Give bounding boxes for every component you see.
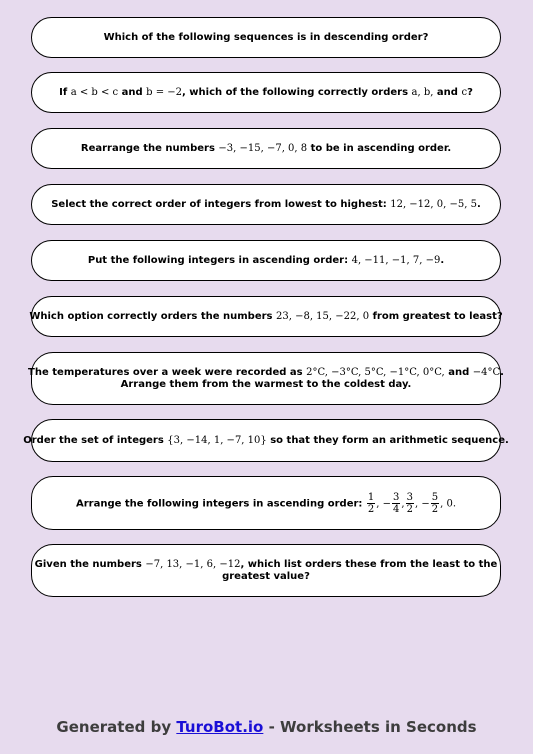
fraction-denominator: 2	[367, 503, 375, 515]
question-text	[29, 311, 502, 323]
math-expression: c	[461, 86, 468, 98]
question-prompt: ?	[467, 86, 473, 98]
question-prompt: .	[440, 254, 445, 266]
question-card-7	[28, 352, 504, 405]
fraction-denominator: 2	[406, 503, 413, 515]
question-prompt: The temperatures over a week were recorded as	[28, 366, 307, 378]
question-card-8	[23, 419, 509, 462]
question-text	[51, 199, 481, 211]
math-separator: , −	[376, 498, 392, 509]
question-text	[88, 255, 444, 267]
question-prompt: so that they form an arithmetic sequence.	[266, 434, 509, 446]
question-text	[23, 435, 509, 447]
fraction	[431, 492, 439, 515]
question-text-line-2: Arrange them from the warmest to the coldest day.	[120, 378, 412, 390]
question-prompt: Arrange the following integers in ascending order:	[76, 498, 366, 509]
question-prompt: Which option correctly orders the numbers	[29, 310, 276, 322]
question-prompt: Select the correct order of integers from lowest to highest:	[51, 198, 391, 210]
math-expression: 12, −12, 0, −5, 5	[390, 198, 477, 210]
fraction-numerator: 3	[406, 491, 413, 503]
question-prompt: to be in ascending order.	[307, 142, 452, 154]
math-expression: −3, −15, −7, 0, 8	[218, 142, 308, 154]
math-expression: 2°C, −3°C, 5°C, −1°C, 0°C,	[306, 366, 445, 378]
fraction-numerator: 1	[367, 491, 375, 503]
question-card-9	[31, 476, 501, 530]
question-prompt: Order the set of integers	[23, 434, 168, 446]
question-text	[35, 559, 498, 571]
question-card-1	[31, 17, 501, 58]
math-separator: , −	[414, 498, 430, 509]
question-card-10	[31, 544, 501, 597]
question-prompt: .	[500, 366, 504, 378]
math-expression: 4, −11, −1, 7, −9	[351, 254, 441, 266]
question-text	[59, 87, 473, 99]
fraction-denominator: 2	[431, 503, 439, 515]
question-prompt: Rearrange the numbers	[80, 142, 219, 154]
fraction	[367, 492, 375, 515]
math-expression: −4°C	[472, 366, 501, 378]
fraction	[406, 492, 414, 515]
question-text	[104, 32, 429, 44]
question-prompt: , which list orders these from the least to the	[240, 558, 498, 570]
question-prompt: Given the numbers	[34, 558, 146, 570]
question-prompt: Put the following integers in ascending order:	[87, 254, 352, 266]
math-expression: b = −2	[146, 86, 183, 98]
footer-suffix: - Worksheets in Seconds	[263, 718, 477, 736]
fraction-numerator: 3	[393, 491, 400, 503]
question-text	[28, 367, 504, 379]
fraction-numerator: 5	[431, 491, 439, 503]
footer	[0, 718, 533, 736]
math-expression: {3, −14, 1, −7, 10}	[167, 434, 267, 446]
math-expression: 23, −8, 15, −22, 0	[276, 310, 370, 322]
math-expression: a, b,	[411, 86, 434, 98]
question-prompt: If	[59, 86, 71, 98]
math-expression: −7, 13, −1, 6, −12	[145, 558, 241, 570]
question-card-5	[31, 240, 501, 281]
math-expression: , 0.	[440, 498, 456, 509]
question-card-2	[31, 72, 501, 113]
math-expression: a < b < c	[70, 86, 119, 98]
brand-link[interactable]: TuroBot.io	[176, 718, 264, 736]
question-prompt: and	[444, 366, 473, 378]
fraction-denominator: 4	[393, 503, 400, 515]
question-card-6	[31, 296, 501, 337]
footer-prefix: Generated by	[56, 718, 177, 736]
fraction	[392, 492, 400, 515]
question-card-3	[31, 128, 501, 169]
question-prompt: .	[476, 198, 481, 210]
question-prompt: , which of the following correctly orders	[182, 86, 412, 98]
question-text	[76, 492, 456, 515]
question-prompt: from greatest to least?	[369, 310, 503, 322]
question-text-line-2: greatest value?	[222, 570, 310, 582]
question-prompt: and	[433, 86, 462, 98]
question-card-4	[31, 184, 501, 225]
question-prompt: Which of the following sequences is in descending order?	[103, 31, 429, 43]
question-prompt: and	[118, 86, 147, 98]
question-text	[81, 143, 451, 155]
math-separator: ,	[401, 498, 405, 509]
